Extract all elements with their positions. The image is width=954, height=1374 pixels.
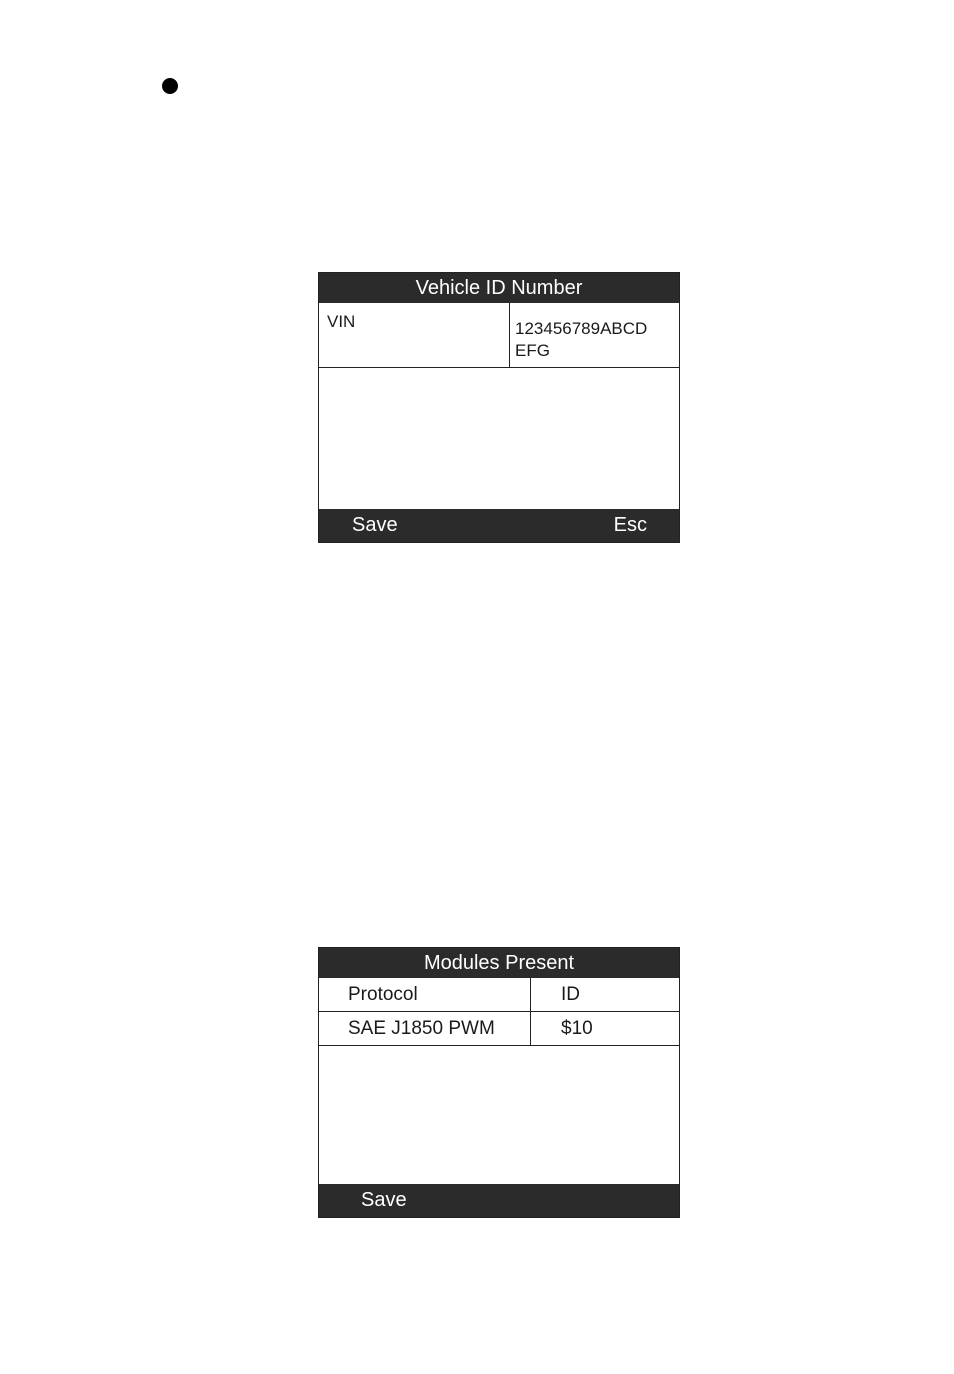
save-button[interactable]: Save (352, 514, 398, 536)
vin-value-line-2: EFG (515, 341, 550, 360)
bullet-point (162, 78, 178, 94)
column-divider (530, 1012, 531, 1045)
footer-bar (319, 509, 679, 542)
vin-row (319, 303, 679, 368)
screen-title: Vehicle ID Number (319, 273, 679, 303)
save-button[interactable]: Save (361, 1189, 407, 1211)
column-header-protocol: Protocol (348, 984, 418, 1005)
table-header-row (319, 978, 679, 1012)
vin-value (515, 318, 675, 362)
vehicle-id-screen (318, 272, 680, 543)
vin-label: VIN (327, 312, 356, 331)
table-row[interactable] (319, 1012, 679, 1046)
id-cell: $10 (561, 1018, 593, 1039)
column-divider (509, 303, 510, 367)
footer-bar (319, 1184, 679, 1217)
protocol-cell: SAE J1850 PWM (348, 1018, 495, 1039)
vin-value-line-1: 123456789ABCD (515, 319, 648, 338)
esc-button[interactable]: Esc (613, 514, 647, 536)
modules-present-screen (318, 947, 680, 1218)
column-divider (530, 978, 531, 1011)
column-header-id: ID (561, 984, 580, 1005)
screen-title: Modules Present (319, 948, 679, 978)
